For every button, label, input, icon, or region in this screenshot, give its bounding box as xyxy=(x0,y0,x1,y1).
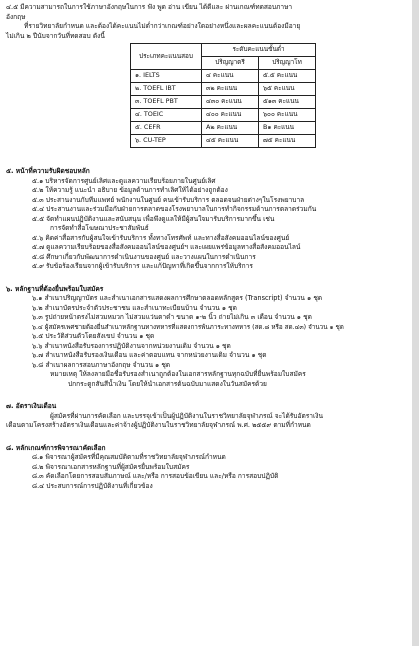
item-4-5: ๔.๕ มีความสามารถในการใช้ภาษาอังกฤษในการ ฟัง พูด อ่าน เขียน ได้ดีและ ผ่านเกณฑ์ทดสอบภาษา xyxy=(6,3,293,11)
table-row xyxy=(131,96,316,109)
table-row xyxy=(131,135,316,148)
table-cell-test: ๔. TOEIC xyxy=(131,109,202,122)
table-cell-master: ๗๕ คะแนน xyxy=(259,135,316,148)
table-header-min-score: ระดับคะแนนขั้นต่ำ xyxy=(202,44,316,57)
list-item: ๕.๔ ประสานงานและร่วมมือกับฝ่ายการตลาดของโรงพยาบาลในการทำกิจกรรมด้านการตลาดร่วมกัน xyxy=(32,205,317,213)
section-5-heading: ๕. หน้าที่ความรับผิดชอบหลัก xyxy=(6,167,90,175)
remark: หมายเหตุ ให้ลงลายมือชื่อรับรองสำเนาถูกต้องในเอกสารหลักฐานทุกฉบับที่ยื่นพร้อมใบสมัคร xyxy=(50,370,306,378)
table-cell-test: ๑. IELTS xyxy=(131,70,202,83)
table-cell-test: ๓. TOEFL PBT xyxy=(131,96,202,109)
list-item: ๘.๒ พิจารณาเอกสารหลักฐานที่ผู้สมัครยื่นพร้อมใบสมัคร xyxy=(32,462,190,471)
list-item: ๖.๔ ผู้สมัครเพศชายต้องยื่นสำเนาหลักฐานทางทหารที่แสดงการพ้นภาระทางทหาร (สด.๘ หรือ สด.๔๓) จำนวน ๑ ชุด xyxy=(32,323,344,331)
table-cell-test: ๒. TOEFL IBT xyxy=(131,83,202,96)
list-item: ๕.๓ ประสานงานกับทีมแพทย์ พนักงานในศูนย์ คนเข้ารับบริการ ตลอดจนฝ่ายต่างๆในโรงพยาบาล xyxy=(32,195,305,204)
table-row xyxy=(131,70,316,83)
list-item: ๖.๖ สำเนาหนังสือรับรองการปฏิบัติงานจากหน่วยงานเดิม จำนวน ๑ ชุด xyxy=(32,341,231,350)
list-item: ๖.๘ สำเนาผลการสอบภาษาอังกฤษ จำนวน ๑ ชุด xyxy=(32,360,171,369)
list-item: ๕.๕ จัดทำแผนปฏิบัติงานและสนับสนุน เพื่อพึงดูแลให้มีผู้สนใจมารับบริการมากขึ้น เช่น xyxy=(32,214,275,223)
list-item: ๕.๑ บริหารจัดการศูนย์เลิศและดูแลความเรียบร้อยภายในศูนย์เลิศ xyxy=(32,176,216,185)
table-cell-master: B๑ คะแนน xyxy=(259,122,316,135)
list-item: ๖.๕ ประวัติส่วนตัวโดยสังเขป จำนวน ๑ ชุด xyxy=(32,332,155,340)
english-requirement-note-cont: ไม่เกิน ๒ ปีนับจากวันที่ทดสอบ ดังนี้ xyxy=(6,31,105,40)
list-item: ๕.๖ คิดค่าสื่อสารกับผู้สนใจเข้ารับบริการ ทั้งทางโทรศัพท์ และทางสื่อสังคมออนไลน์ของศูนย์ xyxy=(32,233,290,242)
salary-text-cont: เดือนตามโครงสร้างอัตราเงินเดือนและค่าจ้างผู้ปฏิบัติงานในราชวิทยาลัยจุฬาภรณ์ พ.ศ. ๒๕๕๙ ตามที่กำหนด xyxy=(6,421,311,429)
salary-text: ผู้สมัครที่ผ่านการคัดเลือก และบรรจุเข้าเป็นผู้ปฏิบัติงานในราชวิทยาลัยจุฬาภรณ์ จะได้รับอัตราเงิน xyxy=(50,411,323,420)
table-row xyxy=(131,109,316,122)
list-item: ๖.๑ สำเนาปริญญาบัตร และสำเนาเอกสารแสดงผลการศึกษาตลอดหลักสูตร (Transcript) จำนวน ๑ ชุด xyxy=(32,294,323,302)
english-requirement-note: ที่รายวิทยาลัยกำหนด และต้องได้คะแนนไม่ต่ำกว่าเกณฑ์อย่างใดอย่างหนึ่งและผลคะแนนต้องมีอายุ xyxy=(24,22,301,30)
table-header-master: ปริญญาโท xyxy=(259,57,316,70)
table-cell-master: ๕๑๓ คะแนน xyxy=(259,96,316,109)
table-row xyxy=(131,122,316,135)
english-score-table xyxy=(130,43,316,148)
list-item: ๕.๗ ดูแลความเรียบร้อยของสื่อสังคมออนไลน์ของศูนย์ฯ และเผยแพร่ข้อมูลทางสื่อสังคมออนไลน์ xyxy=(32,243,301,251)
table-cell-master: ๕.๕ คะแนน xyxy=(259,70,316,83)
table-header-bachelor: ปริญญาตรี xyxy=(202,57,259,70)
table-cell-test: ๕. CEFR xyxy=(131,122,202,135)
list-item: ๖.๗ สำเนาหนังสือรับรองเงินเดือน และค่าตอบแทน จากหน่วยงานเดิม จำนวน ๑ ชุด xyxy=(32,351,267,359)
table-row xyxy=(131,83,316,96)
remark-cont: ปกกระดูกสันสีน้ำเงิน โดยให้นำเอกสารต้นฉบับมาแสดงในวันสมัครด้วย xyxy=(68,379,267,388)
table-cell-bachelor: ๓๒ คะแนน xyxy=(202,83,259,96)
section-6-heading: ๖. หลักฐานที่ต้องยื่นพร้อมใบสมัคร xyxy=(6,284,104,293)
item-4-5-cont: อังกฤษ xyxy=(6,12,26,21)
table-cell-bachelor: ๔๓๐ คะแนน xyxy=(202,96,259,109)
table-cell-bachelor: ๔๐๐ คะแนน xyxy=(202,109,259,122)
list-item: ๕.๙ รับข้อร้องเรียนจากผู้เข้ารับบริการ และแก้ปัญหาที่เกิดขึ้นจากการให้บริการ xyxy=(32,262,253,270)
list-item: ๘.๔ ประสบการณ์การปฏิบัติงานที่เกี่ยวข้อง xyxy=(32,481,153,490)
list-item: ๕.๘ ศึกษาเกี่ยวกับพัฒนาการดำเนินงานของศูนย์ และวางแผนในการดำเนินการ xyxy=(32,252,256,261)
table-cell-bachelor: ๔๕ คะแนน xyxy=(202,135,259,148)
list-item: ๖.๓ รูปถ่ายหน้าตรงไม่สวมหมวก ไม่สวมแว่นตาดำ ขนาด ๑-๒ นิ้ว ถ่ายไม่เกิน ๓ เดือน จำนวน ๑ ชุด xyxy=(32,313,312,321)
table-cell-master: ๖๐๐ คะแนน xyxy=(259,109,316,122)
list-item: ๘.๑ พิจารณาผู้สมัครที่มีคุณสมบัติตามที่ราชวิทยาลัยจุฬาภรณ์กำหนด xyxy=(32,453,226,461)
table-cell-master: ๖๕ คะแนน xyxy=(259,83,316,96)
table-cell-bachelor: A๒ คะแนน xyxy=(202,122,259,135)
list-item: ๖.๒ สำเนาบัตรประจำตัวประชาชน และสำเนาทะเบียนบ้าน จำนวน ๑ ชุด xyxy=(32,303,237,312)
list-item: ๘.๓ คัดเลือกโดยการสอบสัมภาษณ์ และ/หรือ การสอบข้อเขียน และ/หรือ การสอบปฏิบัติ xyxy=(32,472,279,480)
table-header-test-type: ประเภทคะแนนสอบ xyxy=(131,44,202,70)
list-item: ๕.๒ ให้ความรู้ แนะนำ อธิบาย ข้อมูลด้านการทำเลิศให้ได้อย่างถูกต้อง xyxy=(32,186,228,194)
page-edge xyxy=(412,0,419,646)
section-7-heading: ๗. อัตราเงินเดือน xyxy=(6,402,57,410)
table-cell-test: ๖. CU-TEP xyxy=(131,135,202,148)
table-cell-bachelor: ๔ คะแนน xyxy=(202,70,259,83)
list-item-cont: การจัดทำสื่อโฆษณาประชาสัมพันธ์ xyxy=(50,224,149,232)
section-8-heading: ๘. หลักเกณฑ์การพิจารณาคัดเลือก xyxy=(6,443,106,452)
